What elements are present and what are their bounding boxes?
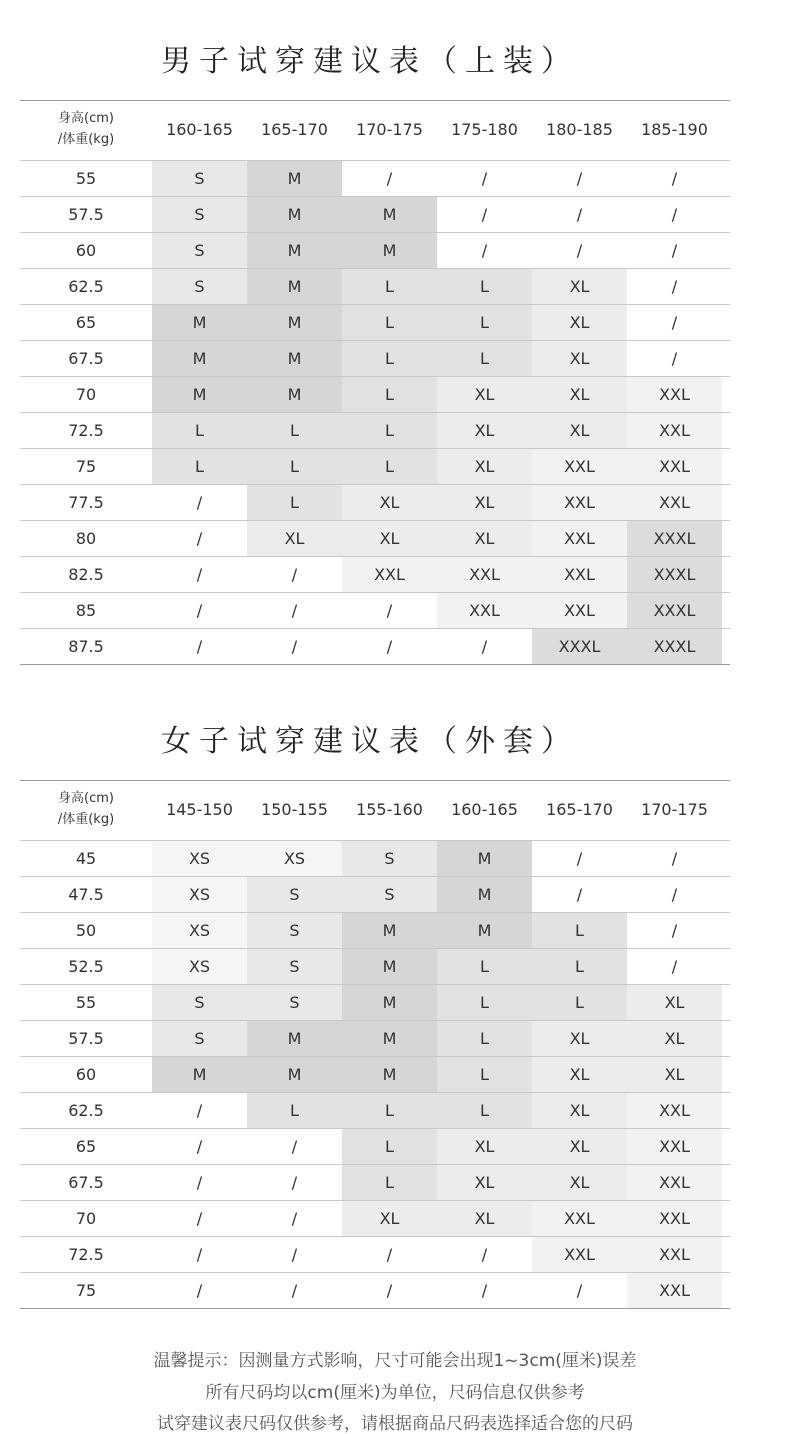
size-cell: / (532, 161, 627, 196)
header-label-height: 身高(cm) (58, 791, 114, 806)
size-cell: M (247, 161, 342, 196)
size-cell: / (532, 197, 627, 232)
table-row (20, 593, 730, 629)
table-row (20, 1201, 730, 1237)
size-cell: L (342, 1165, 437, 1200)
size-cell: / (152, 593, 247, 628)
weight-cell: 62.5 (68, 277, 104, 296)
size-cell: XL (532, 305, 627, 340)
men-table-title: 男子试穿建议表（上装） (161, 44, 579, 79)
header-label (20, 788, 152, 830)
size-cell: / (247, 593, 342, 628)
weight-cell: 60 (75, 241, 97, 260)
size-cell: XXXL (627, 521, 722, 556)
size-cell: XXL (342, 557, 437, 592)
size-cell: L (532, 913, 627, 948)
weight-cell: 67.5 (68, 1173, 104, 1192)
men-size-table (20, 100, 730, 666)
table-row (20, 1273, 730, 1309)
size-cell: XXXL (627, 557, 722, 592)
size-cell: M (342, 1057, 437, 1092)
size-cell: M (342, 985, 437, 1020)
size-cell: S (342, 877, 437, 912)
table-row (20, 557, 730, 593)
size-cell: XXXL (627, 593, 722, 628)
size-cell: L (342, 269, 437, 304)
size-cell: XXL (532, 449, 627, 484)
height-column-header: 165-170 (546, 800, 613, 819)
size-cell: / (342, 629, 437, 664)
size-cell: / (627, 949, 722, 984)
size-cell: / (152, 629, 247, 664)
size-cell: XXL (532, 557, 627, 592)
size-cell: XXXL (532, 629, 627, 664)
size-cell: / (342, 593, 437, 628)
weight-cell: 67.5 (68, 349, 104, 368)
size-cell: M (247, 1021, 342, 1056)
size-cell: L (247, 413, 342, 448)
size-cell: L (342, 413, 437, 448)
size-cell: / (152, 1165, 247, 1200)
size-cell: S (247, 985, 342, 1020)
size-cell: M (342, 197, 437, 232)
size-cell: / (437, 197, 532, 232)
size-cell: XL (532, 1093, 627, 1128)
size-cell: / (247, 1273, 342, 1308)
size-cell: M (247, 233, 342, 268)
table-row (20, 521, 730, 557)
size-cell: / (342, 1273, 437, 1308)
size-cell: XXL (532, 485, 627, 520)
weight-cell: 45 (75, 849, 97, 868)
size-cell: XXL (627, 413, 722, 448)
women-size-table (20, 780, 730, 1310)
height-column-header: 180-185 (546, 120, 613, 139)
table-row (20, 341, 730, 377)
size-cell: L (437, 305, 532, 340)
height-column-header: 160-165 (166, 120, 233, 139)
weight-cell: 47.5 (68, 885, 104, 904)
size-cell: XL (247, 521, 342, 556)
size-cell: XXL (627, 1237, 722, 1272)
size-cell: XS (152, 841, 247, 876)
size-cell: XXL (437, 557, 532, 592)
size-cell: XL (532, 1057, 627, 1092)
size-cell: M (247, 269, 342, 304)
size-cell: XXL (627, 1201, 722, 1236)
size-cell: L (342, 305, 437, 340)
table-row (20, 1237, 730, 1273)
size-cell: XXL (627, 1273, 722, 1308)
size-cell: / (627, 305, 722, 340)
size-cell: L (152, 449, 247, 484)
size-cell: L (342, 377, 437, 412)
table-row (20, 913, 730, 949)
size-cell: / (247, 557, 342, 592)
header-label (20, 108, 152, 150)
weight-cell: 87.5 (68, 637, 104, 656)
weight-cell: 57.5 (68, 1029, 104, 1048)
weight-cell: 75 (75, 1281, 97, 1300)
size-cell: L (437, 949, 532, 984)
size-cell: / (437, 161, 532, 196)
size-cell: / (627, 161, 722, 196)
size-cell: S (152, 1021, 247, 1056)
table-row (20, 449, 730, 485)
height-column-header: 155-160 (356, 800, 423, 819)
size-cell: / (152, 1093, 247, 1128)
size-cell: XL (627, 985, 722, 1020)
size-cell: XXL (532, 521, 627, 556)
size-cell: M (247, 197, 342, 232)
height-column-header: 185-190 (641, 120, 708, 139)
weight-cell: 60 (75, 1065, 97, 1084)
size-cell: / (247, 1129, 342, 1164)
size-cell: XL (342, 521, 437, 556)
size-cell: S (247, 877, 342, 912)
size-cell: XXL (532, 593, 627, 628)
size-cell: XL (342, 1201, 437, 1236)
table-row (20, 629, 730, 665)
height-column-header: 165-170 (261, 120, 328, 139)
size-cell: L (342, 1093, 437, 1128)
size-cell: M (342, 233, 437, 268)
size-cell: XL (437, 1129, 532, 1164)
size-cell: XXL (532, 1237, 627, 1272)
table-top-rule (20, 100, 730, 101)
size-cell: M (247, 341, 342, 376)
note-line-1: 温馨提示：因测量方式影响，尺寸可能会出现1~3cm(厘米)误差 (153, 1351, 637, 1371)
weight-cell: 72.5 (68, 1245, 104, 1264)
table-row (20, 377, 730, 413)
size-cell: L (247, 485, 342, 520)
size-cell: / (627, 341, 722, 376)
size-cell: XXL (532, 1201, 627, 1236)
table-top-rule (20, 780, 730, 781)
size-cell: S (152, 197, 247, 232)
size-cell: / (342, 1237, 437, 1272)
size-cell: XS (247, 841, 342, 876)
table-row (20, 949, 730, 985)
size-cell: L (247, 449, 342, 484)
table-row (20, 1021, 730, 1057)
size-cell: XL (532, 413, 627, 448)
size-cell: L (437, 1021, 532, 1056)
size-cell: L (342, 341, 437, 376)
size-cell: XXL (627, 1165, 722, 1200)
size-cell: / (532, 841, 627, 876)
size-cell: XL (437, 449, 532, 484)
size-cell: M (342, 1021, 437, 1056)
size-cell: / (627, 841, 722, 876)
size-cell: / (532, 233, 627, 268)
weight-cell: 77.5 (68, 493, 104, 512)
weight-cell: 82.5 (68, 565, 104, 584)
size-cell: M (152, 341, 247, 376)
women-table-title: 女子试穿建议表（外套） (161, 724, 579, 759)
weight-cell: 62.5 (68, 1101, 104, 1120)
size-cell: / (152, 1273, 247, 1308)
size-cell: / (152, 1129, 247, 1164)
height-column-header: 170-175 (641, 800, 708, 819)
size-cell: XL (532, 1021, 627, 1056)
table-row (20, 985, 730, 1021)
size-cell: / (152, 1201, 247, 1236)
size-cell: XL (532, 377, 627, 412)
size-cell: XL (532, 1165, 627, 1200)
table-row (20, 1057, 730, 1093)
size-cell: XXL (627, 449, 722, 484)
size-cell: / (627, 197, 722, 232)
header-label-weight: /体重(kg) (57, 812, 115, 827)
weight-cell: 85 (75, 601, 97, 620)
table-row (20, 1093, 730, 1129)
size-cell: XXXL (627, 629, 722, 664)
size-cell: / (627, 269, 722, 304)
size-cell: L (437, 269, 532, 304)
table-row (20, 1129, 730, 1165)
height-column-header: 145-150 (166, 800, 233, 819)
height-column-header: 150-155 (261, 800, 328, 819)
table-row (20, 197, 730, 233)
size-cell: / (627, 877, 722, 912)
size-cell: / (437, 1237, 532, 1272)
size-cell: XL (437, 1165, 532, 1200)
size-cell: / (152, 521, 247, 556)
size-cell: / (247, 629, 342, 664)
size-cell: L (437, 341, 532, 376)
note-line-2: 所有尺码均以cm(厘米)为单位，尺码信息仅供参考 (205, 1383, 585, 1403)
size-cell: S (152, 985, 247, 1020)
size-cell: L (152, 413, 247, 448)
size-cell: XL (437, 377, 532, 412)
size-cell: XXL (627, 1093, 722, 1128)
table-row (20, 485, 730, 521)
size-cell: XL (532, 341, 627, 376)
weight-cell: 70 (75, 385, 97, 404)
size-cell: M (437, 913, 532, 948)
weight-cell: 75 (75, 457, 97, 476)
size-cell: M (152, 377, 247, 412)
table-row (20, 841, 730, 877)
size-cell: / (437, 629, 532, 664)
size-cell: S (152, 161, 247, 196)
size-cell: XL (627, 1057, 722, 1092)
size-cell: XL (532, 1129, 627, 1164)
size-cell: M (152, 1057, 247, 1092)
size-cell: L (342, 449, 437, 484)
row-rule (20, 1308, 730, 1309)
size-cell: / (437, 233, 532, 268)
size-cell: XL (627, 1021, 722, 1056)
weight-cell: 70 (75, 1209, 97, 1228)
size-cell: M (247, 377, 342, 412)
weight-cell: 52.5 (68, 957, 104, 976)
size-cell: / (532, 1273, 627, 1308)
weight-cell: 55 (75, 993, 97, 1012)
size-cell: XXL (627, 377, 722, 412)
height-column-header: 175-180 (451, 120, 518, 139)
size-cell: S (247, 913, 342, 948)
size-cell: XL (437, 1201, 532, 1236)
table-row (20, 413, 730, 449)
header-label-height: 身高(cm) (58, 111, 114, 126)
size-cell: L (532, 949, 627, 984)
size-cell: XS (152, 877, 247, 912)
size-cell: / (247, 1165, 342, 1200)
weight-cell: 80 (75, 529, 97, 548)
size-cell: S (342, 841, 437, 876)
size-cell: / (247, 1237, 342, 1272)
size-cell: L (437, 1093, 532, 1128)
size-cell: S (152, 269, 247, 304)
size-cell: / (437, 1273, 532, 1308)
size-cell: / (152, 1237, 247, 1272)
size-cell: XL (342, 485, 437, 520)
size-cell: L (437, 1057, 532, 1092)
table-row (20, 269, 730, 305)
size-cell: S (247, 949, 342, 984)
size-cell: / (152, 557, 247, 592)
table-row (20, 305, 730, 341)
size-cell: M (342, 913, 437, 948)
size-cell: XL (437, 485, 532, 520)
table-row (20, 161, 730, 197)
size-cell: / (152, 485, 247, 520)
size-cell: L (247, 1093, 342, 1128)
size-cell: / (627, 913, 722, 948)
size-cell: / (247, 1201, 342, 1236)
size-cell: S (152, 233, 247, 268)
size-cell: / (342, 161, 437, 196)
weight-cell: 65 (75, 1137, 97, 1156)
weight-cell: 65 (75, 313, 97, 332)
size-cell: L (437, 985, 532, 1020)
size-cell: XL (532, 269, 627, 304)
weight-cell: 50 (75, 921, 97, 940)
size-cell: M (437, 877, 532, 912)
size-cell: XXL (627, 485, 722, 520)
height-column-header: 160-165 (451, 800, 518, 819)
size-cell: M (247, 1057, 342, 1092)
size-cell: M (247, 305, 342, 340)
size-cell: XXL (437, 593, 532, 628)
size-cell: XL (437, 521, 532, 556)
weight-cell: 55 (75, 169, 97, 188)
size-cell: XS (152, 949, 247, 984)
note-line-3: 试穿建议表尺码仅供参考，请根据商品尺码表选择适合您的尺码 (157, 1414, 633, 1434)
size-cell: M (342, 949, 437, 984)
header-label-weight: /体重(kg) (57, 132, 115, 147)
size-cell: XXL (627, 1129, 722, 1164)
size-cell: M (437, 841, 532, 876)
weight-cell: 57.5 (68, 205, 104, 224)
size-cell: XS (152, 913, 247, 948)
size-cell: XL (437, 413, 532, 448)
height-column-header: 170-175 (356, 120, 423, 139)
size-cell: L (532, 985, 627, 1020)
size-cell: / (627, 233, 722, 268)
table-row (20, 233, 730, 269)
weight-cell: 72.5 (68, 421, 104, 440)
table-row (20, 1165, 730, 1201)
size-cell: L (342, 1129, 437, 1164)
size-cell: M (152, 305, 247, 340)
size-cell: / (532, 877, 627, 912)
row-rule (20, 664, 730, 665)
table-row (20, 877, 730, 913)
